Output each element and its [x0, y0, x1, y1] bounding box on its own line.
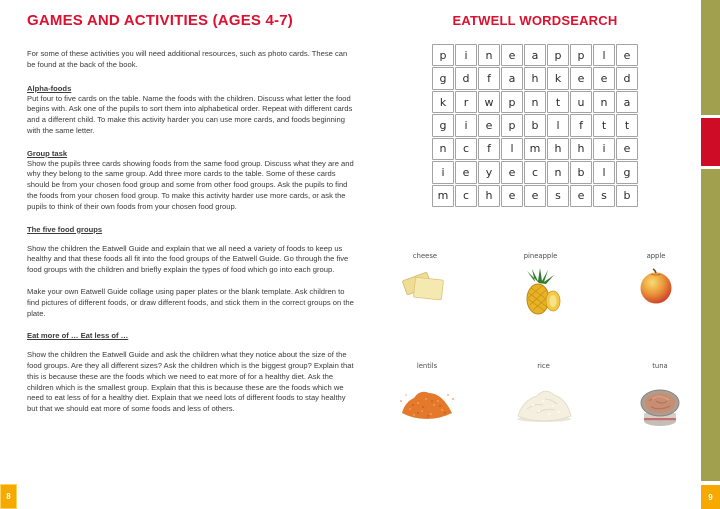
wordsearch-cell: f [478, 67, 500, 89]
wordsearch-cell: b [616, 185, 638, 207]
wordsearch-cell: k [432, 91, 454, 113]
wordsearch-title: EATWELL WORDSEARCH [452, 13, 618, 28]
food-card-pineapple [494, 252, 588, 317]
wordsearch-cell: y [478, 161, 500, 183]
wordsearch-cell: s [547, 185, 569, 207]
wordsearch-cell: a [524, 44, 546, 66]
wordsearch-cell: e [455, 161, 477, 183]
wordsearch-cell: d [616, 67, 638, 89]
wordsearch-cell: e [501, 185, 523, 207]
wordsearch-cell: m [524, 138, 546, 160]
food-label: cheese [412, 252, 438, 260]
wordsearch-cell: n [593, 91, 615, 113]
wordsearch-cell: r [455, 91, 477, 113]
wordsearch-cell: a [616, 91, 638, 113]
wordsearch-cell: l [593, 44, 615, 66]
food-card-apple [609, 252, 703, 317]
wordsearch-cell: h [547, 138, 569, 160]
wordsearch-cell: p [432, 44, 454, 66]
wordsearch-cell: e [570, 67, 592, 89]
wordsearch-cell: e [501, 161, 523, 183]
wordsearch-cell: h [570, 138, 592, 160]
wordsearch-cell: l [593, 161, 615, 183]
cheese-image [402, 267, 448, 307]
pineapple-image [521, 267, 561, 317]
wordsearch-cell: n [524, 91, 546, 113]
page-title: GAMES AND ACTIVITIES (AGES 4-7) [27, 12, 293, 29]
section-paragraph: Show the children the Eatwell Guide and explain that we all need a variety of foods to keep us healthy and that these foods all fit into the food groups of the Eatwell Guide. Go through the five food groups with the children and briefly explain the types of food which go into each group. [27, 243, 349, 275]
wordsearch-cell: t [547, 91, 569, 113]
wordsearch-cell: n [478, 44, 500, 66]
section-heading: Eat more of … Eat less of … [27, 331, 129, 341]
apple-image [638, 267, 674, 305]
edge-strip-top [701, 0, 720, 115]
section-alpha-foods [27, 84, 354, 137]
wordsearch-cell: k [547, 67, 569, 89]
wordsearch-cell: l [547, 114, 569, 136]
edge-strip-red-block [701, 118, 720, 166]
food-card-tuna [613, 362, 707, 429]
wordsearch-cell: b [570, 161, 592, 183]
wordsearch-cell: i [455, 114, 477, 136]
section-paragraph: Show the pupils three cards showing foods from the same food group. Discuss what they are and why they belong to the same group. Add three more cards to the table. Some of these cards should be from your chosen food group and some from other food groups. Ask the pupils to find the foods from your chosen food group. To make this activity harder use more cards, or ask the pupils to think of their own foods from your chosen food group. [27, 158, 354, 211]
section-eat-more-eat-less [27, 331, 354, 415]
food-card-rice [497, 362, 591, 429]
wordsearch-cell: e [616, 44, 638, 66]
food-label: pineapple [523, 252, 558, 260]
section-five-food-groups [27, 225, 354, 320]
wordsearch-cell: p [501, 91, 523, 113]
wordsearch-cell: m [432, 185, 454, 207]
section-heading: Group task [27, 148, 68, 158]
wordsearch-cell: n [547, 161, 569, 183]
section-paragraph: Make your own Eatwell Guide collage using paper plates or the blank template. Ask children to find pictures of different foods, or draw different foods, and stick them in the correct groups on the plate. [27, 286, 354, 318]
section-group-task [27, 149, 354, 213]
section-heading: Alpha-foods [27, 83, 72, 93]
wordsearch-cell: e [524, 185, 546, 207]
wordsearch-cell: d [455, 67, 477, 89]
lentils-image [398, 377, 456, 421]
food-label: rice [537, 362, 550, 370]
wordsearch-cell: g [432, 67, 454, 89]
food-label: lentils [416, 362, 438, 370]
wordsearch-cell: w [478, 91, 500, 113]
foods-row-top [378, 252, 703, 317]
wordsearch-cell: u [570, 91, 592, 113]
wordsearch-cell: h [478, 185, 500, 207]
wordsearch-cell: n [432, 138, 454, 160]
wordsearch-cell: c [455, 185, 477, 207]
wordsearch-grid [432, 44, 638, 207]
wordsearch-cell: a [501, 67, 523, 89]
food-label: apple [646, 252, 666, 260]
wordsearch-cell: p [501, 114, 523, 136]
edge-strip-bottom [701, 169, 720, 481]
food-card-cheese [378, 252, 472, 317]
section-paragraph: Put four to five cards on the table. Name the foods with the children. Discuss what letter the food begins with. Ask one of the pupils to sort them into alphabetical order. Repeat with different cards and a different child. To make this activity harder you can use more cards, and foods beginning with the same letter. [27, 93, 353, 135]
wordsearch-cell: g [432, 114, 454, 136]
wordsearch-cell: g [616, 161, 638, 183]
page-number-right: 9 [701, 485, 720, 509]
wordsearch-cell: c [455, 138, 477, 160]
wordsearch-cell: e [570, 185, 592, 207]
food-label: tuna [652, 362, 668, 370]
tuna-image [636, 377, 684, 429]
section-heading: The five food groups [27, 224, 103, 234]
rice-image [513, 377, 575, 423]
wordsearch-cell: i [593, 138, 615, 160]
wordsearch-cell: h [524, 67, 546, 89]
wordsearch-cell: b [524, 114, 546, 136]
wordsearch-cell: e [616, 138, 638, 160]
wordsearch-cell: t [616, 114, 638, 136]
wordsearch-cell: l [501, 138, 523, 160]
food-card-lentils [380, 362, 474, 429]
wordsearch-cell: f [570, 114, 592, 136]
section-paragraph: Show the children the Eatwell Guide and ask the children what they notice about the size of the food groups. Are they all different sizes? Ask the children which is the biggest group? Explain that this is because these are the foods which we need to eat more of for a healthy diet. Ask the children which is the smallest group. Explain that this is because these are the foods which we need to eat less of for a healthy diet. Explain that we need lots of different foods to stay healthy but that we should eat more of some foods and less of others. [27, 350, 354, 414]
page-number-left: 8 [0, 484, 17, 509]
wordsearch-cell: f [478, 138, 500, 160]
wordsearch-cell: p [547, 44, 569, 66]
foods-row-bottom [380, 362, 707, 429]
wordsearch-cell: e [478, 114, 500, 136]
wordsearch-cell: i [455, 44, 477, 66]
wordsearch-cell: t [593, 114, 615, 136]
intro-paragraph: For some of these activities you will need additional resources, such as photo cards. These can be found at the back of the book. [27, 49, 348, 69]
wordsearch-cell: p [570, 44, 592, 66]
wordsearch-cell: s [593, 185, 615, 207]
wordsearch-cell: e [593, 67, 615, 89]
left-page [27, 12, 354, 426]
wordsearch-cell: e [501, 44, 523, 66]
wordsearch-cell: i [432, 161, 454, 183]
wordsearch-cell: c [524, 161, 546, 183]
